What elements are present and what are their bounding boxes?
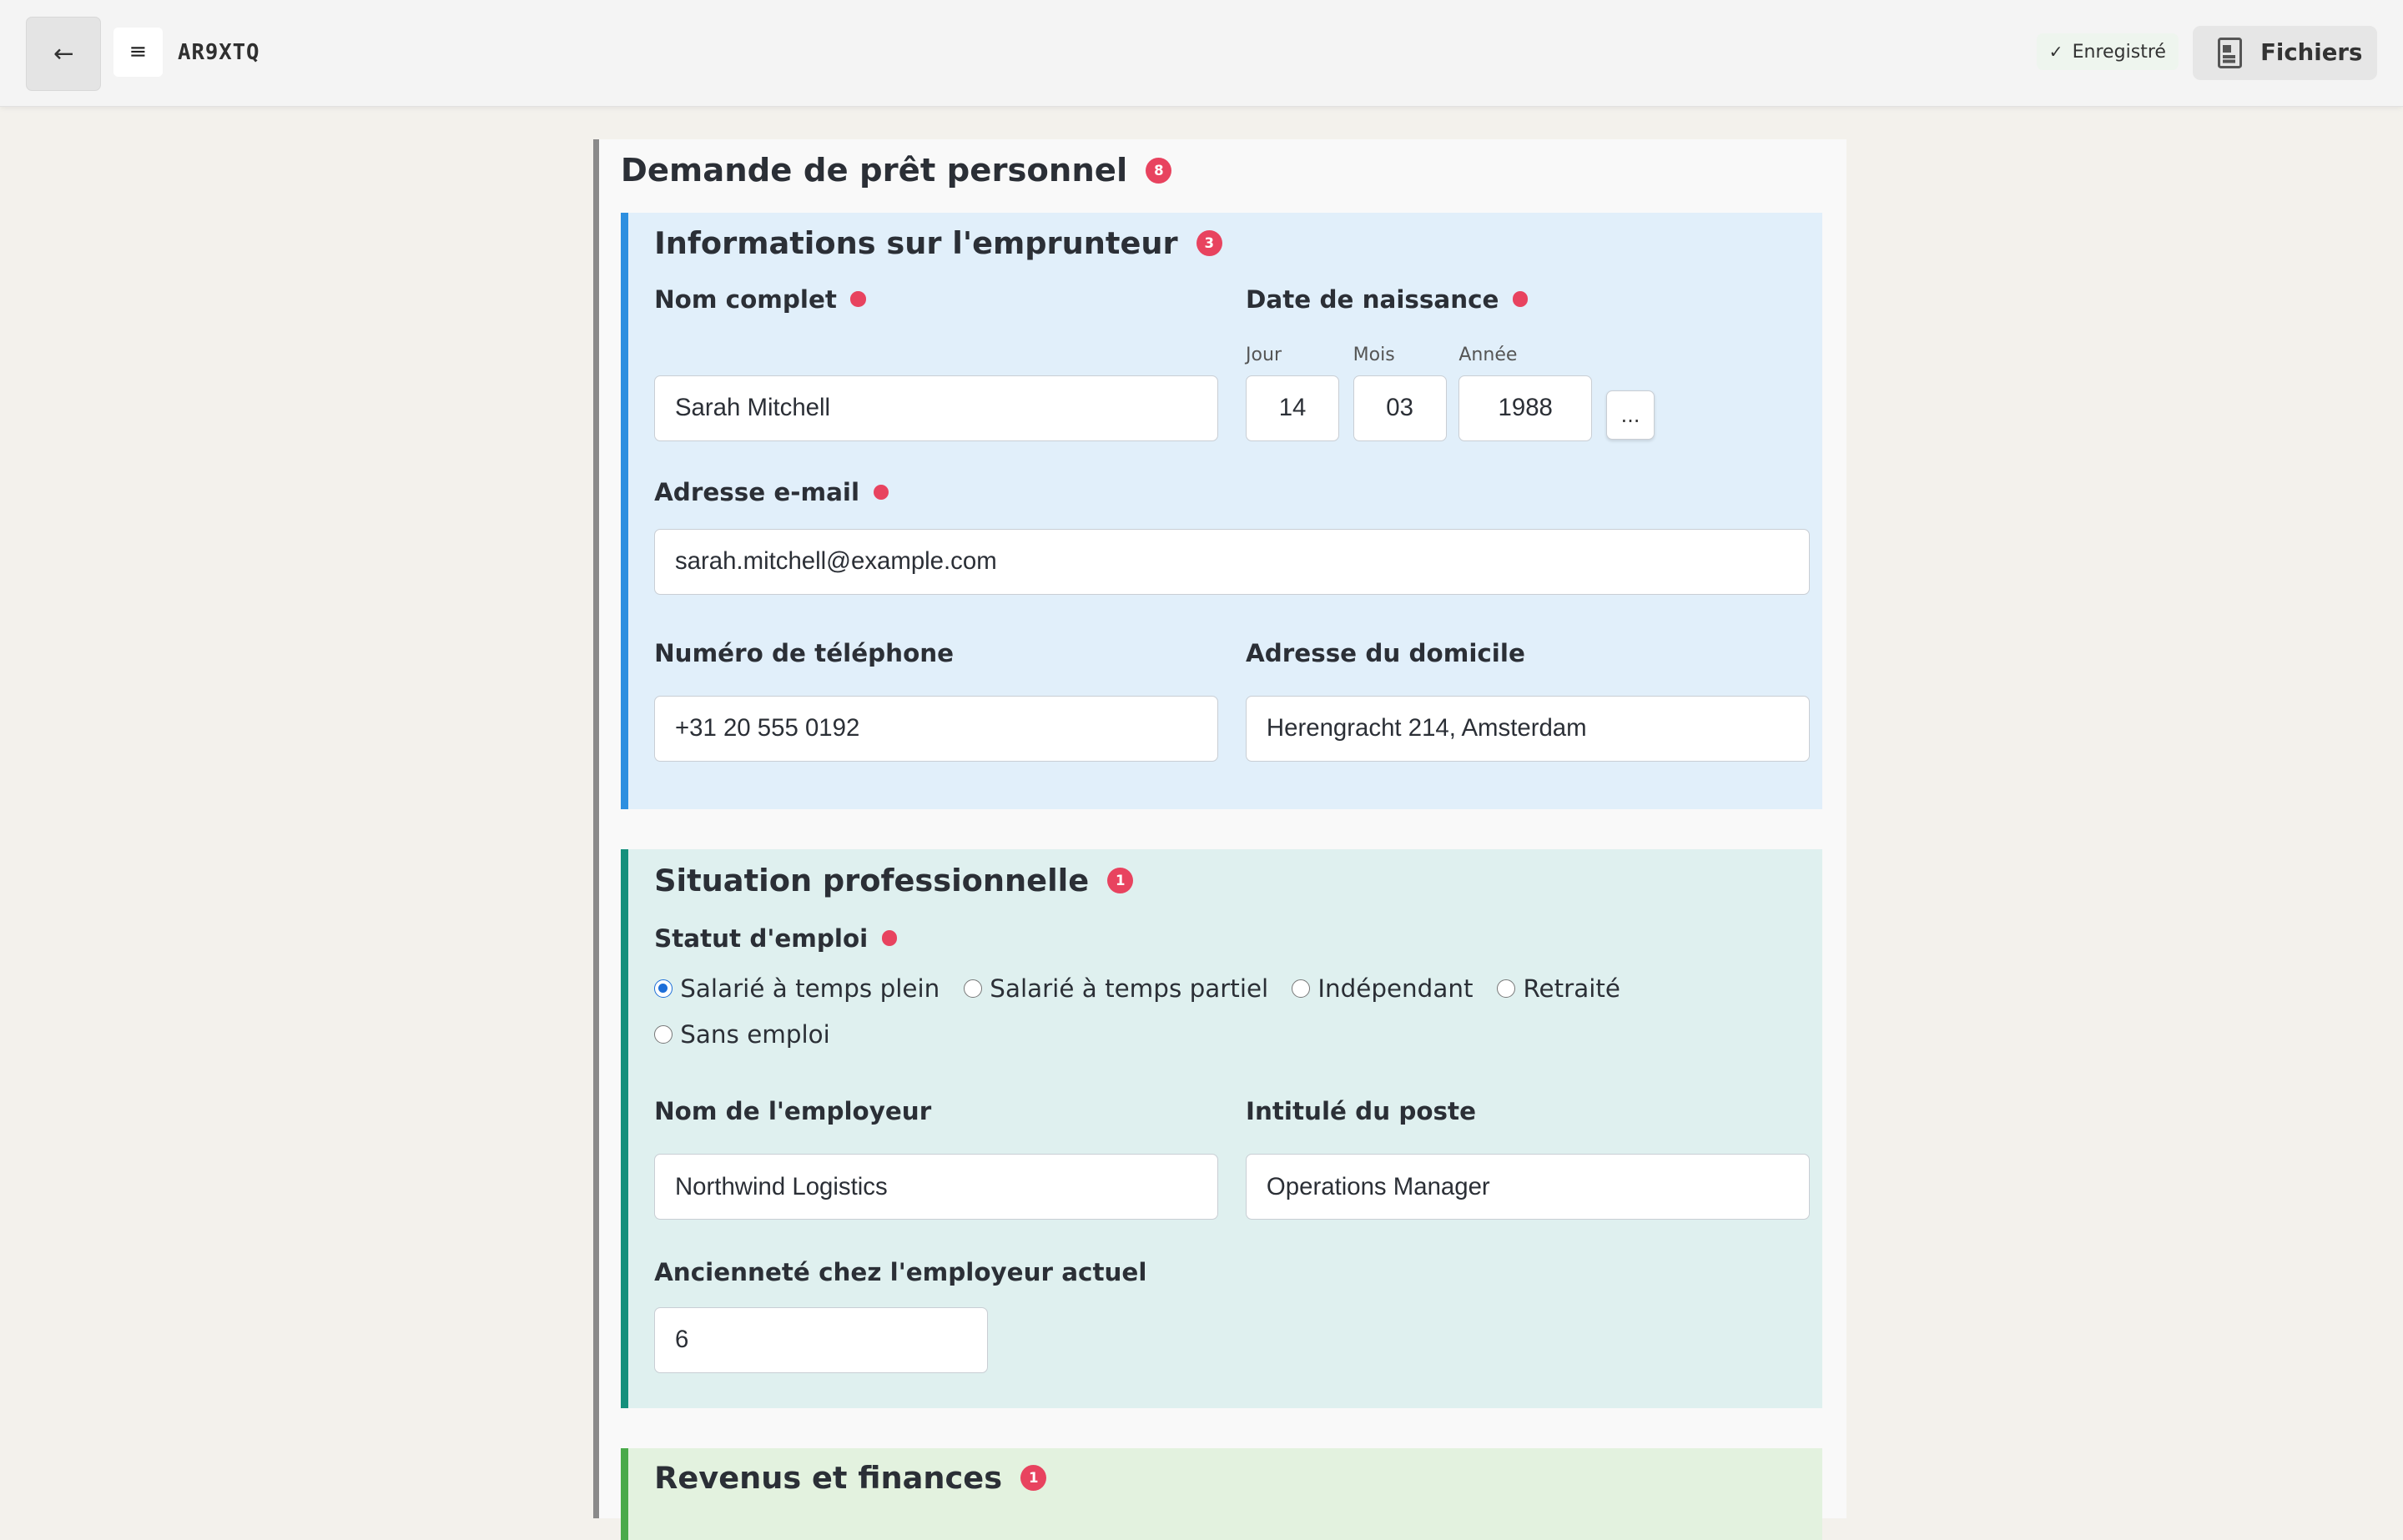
- income-section-title: [654, 1460, 1046, 1496]
- year-input[interactable]: 1988: [1458, 375, 1592, 441]
- income-error-badge: 1: [1020, 1465, 1046, 1491]
- job-title-label: Intitulé du poste: [1246, 1097, 1476, 1126]
- income-section: [621, 1448, 1822, 1540]
- radio-unemployed[interactable]: [654, 1020, 830, 1049]
- radio-label: Salarié à temps partiel: [990, 974, 1269, 1004]
- radio-indicator[interactable]: [1292, 979, 1310, 998]
- required-indicator: [882, 930, 897, 945]
- required-indicator: [850, 291, 865, 306]
- month-label: Mois: [1353, 345, 1395, 366]
- full-name-label-text: Nom complet: [654, 284, 837, 314]
- tenure-input[interactable]: 6: [654, 1307, 988, 1373]
- employment-title-text: Situation professionnelle: [654, 863, 1090, 899]
- month-input[interactable]: 03: [1353, 375, 1447, 441]
- menu-button[interactable]: [113, 28, 163, 77]
- files-label: Fichiers: [2260, 39, 2363, 67]
- radio-self-employed[interactable]: [1292, 974, 1473, 1003]
- radio-indicator[interactable]: [964, 979, 982, 998]
- form-title: [621, 152, 1172, 189]
- required-indicator: [1513, 291, 1528, 306]
- top-bar: [0, 0, 2403, 107]
- day-label: Jour: [1246, 345, 1282, 366]
- phone-input[interactable]: +31 20 555 0192: [654, 696, 1218, 762]
- full-name-input[interactable]: Sarah Mitchell: [654, 375, 1218, 441]
- year-label: Année: [1458, 345, 1518, 366]
- radio-indicator[interactable]: [1497, 979, 1515, 998]
- employer-label: Nom de l'employeur: [654, 1097, 932, 1126]
- employment-error-badge: 1: [1107, 868, 1133, 893]
- radio-label: Salarié à temps plein: [680, 974, 940, 1004]
- income-title-text: Revenus et finances: [654, 1460, 1003, 1497]
- radio-label: Retraité: [1523, 974, 1620, 1004]
- borrower-title-text: Informations sur l'emprunteur: [654, 224, 1178, 261]
- borrower-error-badge: 3: [1196, 230, 1222, 256]
- radio-indicator[interactable]: [654, 1025, 673, 1044]
- form-error-badge: 8: [1146, 158, 1171, 184]
- full-name-label: [654, 285, 866, 314]
- form-title-text: Demande de prêt personnel: [620, 151, 1128, 189]
- employer-input[interactable]: Northwind Logistics: [654, 1154, 1218, 1220]
- employment-status-label-text: Statut d'emploi: [654, 923, 869, 953]
- dob-label: [1246, 285, 1528, 314]
- employment-section: [621, 849, 1822, 1408]
- radio-label: Indépendant: [1317, 974, 1474, 1004]
- employment-status-label: [654, 924, 897, 953]
- day-input[interactable]: 14: [1246, 375, 1339, 441]
- document-icon: [2218, 38, 2242, 68]
- job-title-input[interactable]: Operations Manager: [1246, 1154, 1810, 1220]
- saved-status-badge: [2037, 33, 2179, 70]
- borrower-section-title: [654, 225, 1222, 261]
- employment-section-title: [654, 863, 1133, 898]
- arrow-left-icon: ←: [53, 39, 74, 68]
- document-code: AR9XTQ: [178, 39, 260, 65]
- saved-label: Enregistré: [2072, 41, 2166, 63]
- address-label: Adresse du domicile: [1246, 638, 1525, 667]
- dob-label-text: Date de naissance: [1246, 284, 1499, 314]
- files-button[interactable]: [2193, 26, 2376, 79]
- radio-indicator[interactable]: [654, 979, 673, 998]
- address-input[interactable]: Herengracht 214, Amsterdam: [1246, 696, 1810, 762]
- phone-label: Numéro de téléphone: [654, 638, 955, 667]
- check-icon: ✓: [2048, 42, 2063, 63]
- email-label-text: Adresse e-mail: [654, 478, 860, 507]
- email-input[interactable]: sarah.mitchell@example.com: [654, 529, 1810, 595]
- radio-retired[interactable]: [1497, 974, 1620, 1003]
- radio-label: Sans emploi: [680, 1020, 830, 1049]
- email-label: [654, 478, 889, 506]
- required-indicator: [874, 485, 889, 500]
- tenure-label: Ancienneté chez l'employeur actuel: [654, 1257, 1147, 1286]
- radio-part-time[interactable]: [964, 974, 1268, 1003]
- back-button[interactable]: [26, 17, 101, 90]
- borrower-section: [621, 213, 1822, 808]
- hamburger-icon: ≡: [128, 39, 148, 65]
- radio-full-time[interactable]: [654, 974, 940, 1003]
- date-picker-button[interactable]: ...: [1606, 390, 1655, 440]
